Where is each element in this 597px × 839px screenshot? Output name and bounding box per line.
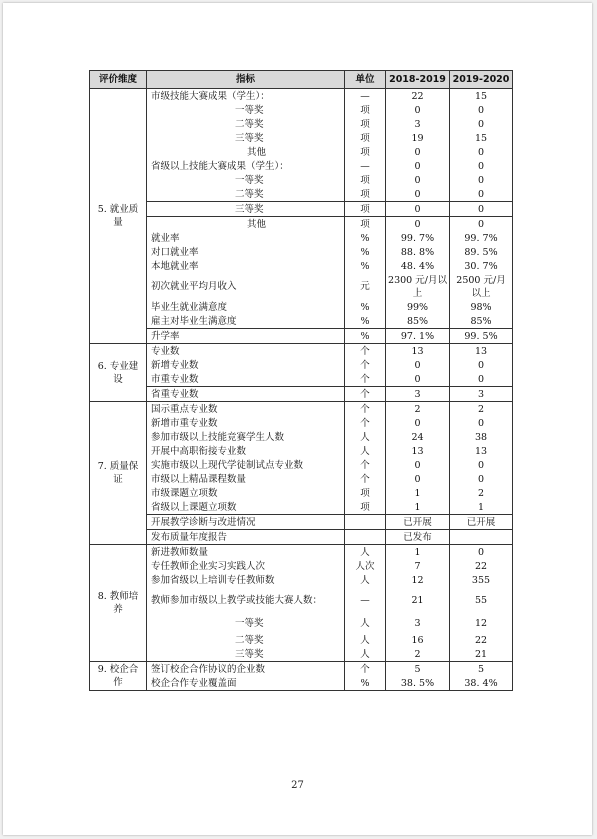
indicator-cell: 新进教师数量 [147,545,345,560]
unit-cell: 个 [345,402,386,417]
value-year-1: 已开展 [386,515,450,530]
unit-cell: 人 [345,647,386,662]
unit-cell: 元 [345,273,386,300]
unit-cell: — [345,587,386,614]
indicator-cell: 实施市级以上现代学徒制试点专业数 [147,458,345,472]
table-row [90,202,513,217]
dimension-major: 6. 专业建设 [90,344,147,402]
value-year-1: 0 [386,416,450,430]
unit-cell: % [345,300,386,314]
unit-cell: 人 [345,614,386,633]
unit-cell: 人次 [345,559,386,573]
dimension-teacher: 8. 教师培养 [90,545,147,662]
table-row [90,217,513,232]
indicator-cell: 国示重点专业数 [147,402,345,417]
indicator-cell: 新增市重专业数 [147,416,345,430]
dimension-employment: 5. 就业质量 [90,89,147,344]
table-row [90,676,513,691]
indicator-cell: 二等奖 [147,633,345,647]
indicator-cell: 校企合作专业覆盖面 [147,676,345,691]
indicator-cell: 一等奖 [147,614,345,633]
value-year-1: 22 [386,89,450,104]
unit-cell: 个 [345,372,386,387]
indicator-cell: 其他 [147,217,345,232]
indicator-cell: 毕业生就业满意度 [147,300,345,314]
unit-cell: 项 [345,117,386,131]
value-year-2: 355 [450,573,513,587]
table-row [90,662,513,677]
value-year-2: 13 [450,344,513,359]
value-year-2: 85% [450,314,513,329]
indicator-cell: 市级课题立项数 [147,486,345,500]
value-year-1: 0 [386,145,450,159]
unit-cell: % [345,676,386,691]
indicator-cell: 升学率 [147,329,345,344]
value-year-2: 0 [450,458,513,472]
table-row [90,131,513,145]
unit-cell: 项 [345,202,386,217]
indicator-cell: 其他 [147,145,345,159]
unit-cell: — [345,159,386,173]
value-year-2: 12 [450,614,513,633]
header-indicator: 指标 [147,71,345,89]
unit-cell: % [345,314,386,329]
unit-cell: 人 [345,545,386,560]
value-year-1: 0 [386,103,450,117]
value-year-2: 38 [450,430,513,444]
table-row [90,559,513,573]
unit-cell: 项 [345,131,386,145]
table-row [90,245,513,259]
unit-cell: 项 [345,187,386,202]
indicator-cell: 初次就业平均月收入 [147,273,345,300]
table-row [90,647,513,662]
value-year-1: 0 [386,187,450,202]
indicator-cell: 开展教学诊断与改进情况 [147,515,345,530]
value-year-1: 0 [386,217,450,232]
table-row [90,458,513,472]
value-year-2: 22 [450,633,513,647]
value-year-2: 0 [450,358,513,372]
unit-cell: 人 [345,444,386,458]
table-row [90,545,513,560]
value-year-2: 2 [450,486,513,500]
value-year-2: 已开展 [450,515,513,530]
indicator-cell: 省重专业数 [147,387,345,402]
table-row [90,273,513,300]
value-year-2: 13 [450,444,513,458]
value-year-2: 38. 4% [450,676,513,691]
table-row [90,300,513,314]
unit-cell: 项 [345,103,386,117]
indicator-cell: 省级以上课题立项数 [147,500,345,515]
value-year-2 [450,530,513,545]
value-year-1: 38. 5% [386,676,450,691]
value-year-1: 0 [386,202,450,217]
indicator-cell: 本地就业率 [147,259,345,273]
unit-cell [345,515,386,530]
indicator-cell: 三等奖 [147,647,345,662]
value-year-1: 5 [386,662,450,677]
indicator-cell: 市级技能大赛成果（学生）： [147,89,345,104]
table-row [90,329,513,344]
value-year-1: 13 [386,444,450,458]
header-year-2: 2019-2020 [450,71,513,89]
unit-cell: % [345,259,386,273]
table-row [90,486,513,500]
table-row [90,416,513,430]
value-year-1: 97. 1% [386,329,450,344]
table-row [90,387,513,402]
value-year-2: 0 [450,159,513,173]
table-row [90,103,513,117]
value-year-1: 24 [386,430,450,444]
table-row [90,145,513,159]
indicator-cell: 三等奖 [147,131,345,145]
value-year-1: 1 [386,486,450,500]
value-year-1: 0 [386,372,450,387]
value-year-1: 2 [386,647,450,662]
indicator-cell: 三等奖 [147,202,345,217]
indicator-cell: 教师参加市级以上教学或技能大赛人数： [147,587,345,614]
value-year-2: 0 [450,202,513,217]
table-row [90,344,513,359]
table-row [90,372,513,387]
unit-cell: 个 [345,358,386,372]
indicator-cell: 一等奖 [147,103,345,117]
unit-cell: 项 [345,145,386,159]
evaluation-table [89,70,513,691]
value-year-2: 15 [450,89,513,104]
value-year-1: 0 [386,358,450,372]
value-year-1: 0 [386,458,450,472]
value-year-1: 2300 元/月以上 [386,273,450,300]
indicator-cell: 参加市级以上技能竞赛学生人数 [147,430,345,444]
value-year-1: 3 [386,614,450,633]
value-year-2: 1 [450,500,513,515]
value-year-2: 0 [450,217,513,232]
indicator-cell: 新增专业数 [147,358,345,372]
table-row [90,358,513,372]
unit-cell: % [345,245,386,259]
indicator-cell: 省级以上技能大赛成果（学生）： [147,159,345,173]
value-year-2: 0 [450,117,513,131]
value-year-1: 19 [386,131,450,145]
header-unit: 单位 [345,71,386,89]
value-year-1: 0 [386,159,450,173]
unit-cell: 人 [345,633,386,647]
table-row [90,159,513,173]
value-year-2: 15 [450,131,513,145]
unit-cell: 个 [345,458,386,472]
value-year-1: 0 [386,173,450,187]
value-year-1: 88. 8% [386,245,450,259]
indicator-cell: 就业率 [147,231,345,245]
value-year-1: 12 [386,573,450,587]
unit-cell: 项 [345,486,386,500]
value-year-2: 22 [450,559,513,573]
value-year-1: 3 [386,387,450,402]
value-year-1: 1 [386,545,450,560]
value-year-2: 0 [450,145,513,159]
page-number: 27 [291,780,304,791]
value-year-1: 已发布 [386,530,450,545]
unit-cell: — [345,89,386,104]
value-year-1: 1 [386,500,450,515]
unit-cell: % [345,329,386,344]
table-row [90,117,513,131]
value-year-2: 2 [450,402,513,417]
value-year-2: 0 [450,372,513,387]
value-year-1: 99. 7% [386,231,450,245]
value-year-1: 21 [386,587,450,614]
unit-cell: % [345,231,386,245]
value-year-2: 98% [450,300,513,314]
value-year-2: 2500 元/月以上 [450,273,513,300]
value-year-2: 0 [450,545,513,560]
table-row [90,633,513,647]
value-year-1: 48. 4% [386,259,450,273]
indicator-cell: 二等奖 [147,187,345,202]
table-row [90,259,513,273]
indicator-cell: 专业数 [147,344,345,359]
indicator-cell: 二等奖 [147,117,345,131]
unit-cell: 项 [345,217,386,232]
value-year-1: 3 [386,117,450,131]
table-row [90,444,513,458]
unit-cell: 项 [345,173,386,187]
value-year-2: 5 [450,662,513,677]
indicator-cell: 雇主对毕业生满意度 [147,314,345,329]
value-year-2: 99. 7% [450,231,513,245]
header-dimension: 评价维度 [90,71,147,89]
unit-cell: 个 [345,416,386,430]
table-row [90,314,513,329]
value-year-2: 21 [450,647,513,662]
value-year-1: 99% [386,300,450,314]
unit-cell [345,530,386,545]
table-row [90,614,513,633]
indicator-cell: 参加省级以上培训专任教师数 [147,573,345,587]
unit-cell: 人 [345,430,386,444]
table-row [90,187,513,202]
value-year-1: 13 [386,344,450,359]
table-header-row [90,71,513,89]
unit-cell: 项 [345,500,386,515]
document-page [3,3,592,835]
value-year-2: 0 [450,187,513,202]
value-year-2: 0 [450,472,513,486]
table-row [90,231,513,245]
indicator-cell: 一等奖 [147,173,345,187]
table-row [90,472,513,486]
value-year-1: 0 [386,472,450,486]
unit-cell: 个 [345,662,386,677]
value-year-2: 0 [450,173,513,187]
table-row [90,89,513,104]
indicator-cell: 专任教师企业实习实践人次 [147,559,345,573]
table-row [90,402,513,417]
value-year-1: 85% [386,314,450,329]
dimension-enterprise: 9. 校企合作 [90,662,147,691]
indicator-cell: 发布质量年度报告 [147,530,345,545]
value-year-2: 99. 5% [450,329,513,344]
value-year-2: 30. 7% [450,259,513,273]
value-year-2: 55 [450,587,513,614]
dimension-quality: 7. 质量保证 [90,402,147,545]
table-row [90,587,513,614]
value-year-2: 0 [450,103,513,117]
value-year-1: 7 [386,559,450,573]
value-year-2: 3 [450,387,513,402]
indicator-cell: 对口就业率 [147,245,345,259]
table-row [90,500,513,515]
indicator-cell: 市重专业数 [147,372,345,387]
value-year-2: 0 [450,416,513,430]
table-row [90,573,513,587]
indicator-cell: 市级以上精品课程数量 [147,472,345,486]
unit-cell: 个 [345,387,386,402]
unit-cell: 人 [345,573,386,587]
unit-cell: 个 [345,472,386,486]
value-year-1: 16 [386,633,450,647]
value-year-1: 2 [386,402,450,417]
indicator-cell: 签订校企合作协议的企业数 [147,662,345,677]
unit-cell: 个 [345,344,386,359]
value-year-2: 89. 5% [450,245,513,259]
table-row [90,173,513,187]
header-year-1: 2018-2019 [386,71,450,89]
table-row [90,530,513,545]
table-row [90,430,513,444]
indicator-cell: 开展中高职衔接专业数 [147,444,345,458]
table-row [90,515,513,530]
